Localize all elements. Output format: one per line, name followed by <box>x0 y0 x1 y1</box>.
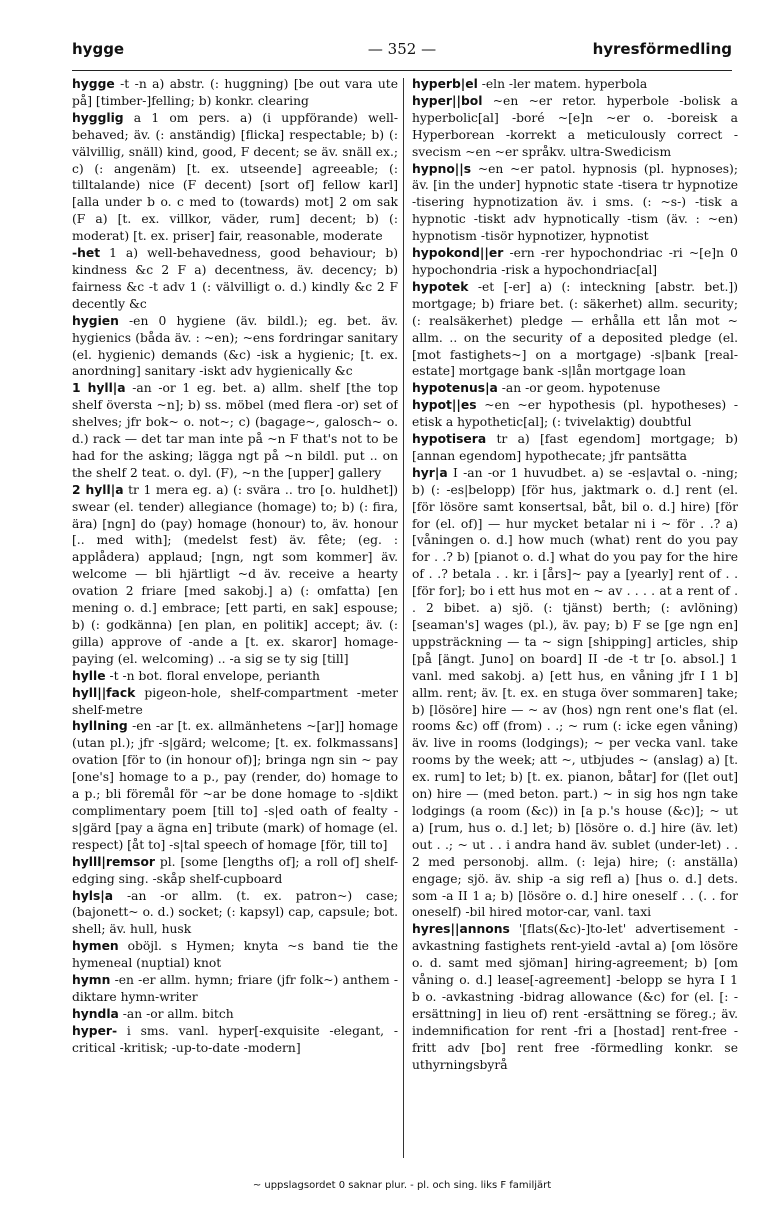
dictionary-entry <box>412 397 738 431</box>
entry-headword: hymen <box>72 939 119 954</box>
page-footer: ~ uppslagsordet 0 saknar plur. - pl. och sing. liks F familjärt <box>252 1180 552 1191</box>
entry-definition: -an -or geom. hypotenuse <box>497 381 661 396</box>
entry-headword: 2 hyll|a <box>72 482 124 497</box>
dictionary-entry <box>412 93 738 161</box>
dictionary-entry <box>72 380 398 481</box>
dictionary-entry <box>72 313 398 381</box>
dictionary-entry <box>72 854 398 888</box>
dictionary-entry <box>412 921 738 1073</box>
dictionary-entry <box>72 1006 398 1023</box>
entry-headword: hymn <box>72 973 111 988</box>
dictionary-entry <box>412 279 738 380</box>
dictionary-entry <box>412 245 738 279</box>
column-divider <box>403 78 404 1158</box>
dictionary-entry <box>412 465 738 921</box>
entry-definition: I -an -or 1 huvudbet. a) se -es|avtal o. -ning; b) (: -es|belopp) [för hus, jaktmark o. d.] rent (el. [för lösöre samt konsertsal, båt, bil o. d.] hire) [för for (el. of)] — hur mycket betalar ni i ~ för . .? a) [våningen o. d.] how much (what) rent do you pay for . .? b) [pianot o. d.] what do you pay for the hire of . .? betala . . kr. i [års]~ pay a [yearly] rent of . . [för for]; bo i ett hus mot en ~ av . . . . at a rent of . . 2 bibet. a) sjö. (: tjänst) berth; (: avlöning) [seaman's] wages (pl.), äv. pay; b) F se [ge ngn en] uppsträckning — ta ~ sign [shipping] articles, ship [på [ängt. Juno] on board] II -de -t tr [o. absol.] 1 vanl. med sakobj. a) [ett hus, en våning jfr I 1 b] allm. rent; äv. [t. ex. en stuga över sommaren] take; b) [lösöre] hire — ~ av (hos) ngn rent one's flat (el. rooms &c) off (from) . .; ~ rum (: icke egen våning) äv. live in rooms (lodgings); ~ per vecka vanl. take rooms by the week; att ~, utbjudes ~ (anslag) a) [t. ex. rum] to let; b) [t. ex. pianon, båtar] for ([let out] on) hire — (med beton. part.) ~ in sig hos ngn take lodgings (a room (&c)) in [a p.'s house (&c)]; ~ ut a) [rum, hus o. d.] let; b) [lösöre o. d.] hire (äv. let) out . .; ~ ut . . i andra hand äv. sublet (under-let) . . 2 med personobj. allm. (: leja) hire; (: anställa) engage; sjö. äv. ship -a sig refl a) [hus o. d.] dets. som -a II 1 a; b) [lösöre o. d.] hire oneself . . (. . for oneself) -bil hired motor-car, vanl. taxi <box>412 465 738 920</box>
dictionary-entry <box>72 938 398 972</box>
entry-definition: ~en ~er patol. hypnosis (pl. hypnoses); äv. [in the under] hypnotic state -tisera tr hypnotize -tisering hypnotization äv. i sms. (: ~s-) -tisk a hypnotic -tiskt adv hypnotically -tism (äv. : ~en) hypnotism -tisör hypnotizer, hypnotist <box>412 161 738 244</box>
guide-word-right: hyresförmedling <box>592 40 732 58</box>
dictionary-entry <box>412 431 738 465</box>
entry-headword: hyls|a <box>72 888 114 903</box>
entry-definition: -et [-er] a) (: inteckning [abstr. bet.]) mortgage; b) friare bet. (: säkerhet) allm. security; (: realsäkerhet) pledge — erhålla ett lån mot ~ allm. .. on the security of a deposited pledge (el. [mot fastighets~] on a mortgage) -s|bank [real-estate] mortgage bank -s|lån mortgage loan <box>412 279 738 379</box>
entry-definition: tr 1 mera eg. a) (: svära .. tro [o. huldhet]) swear (el. tender) allegiance (homage) to; b) (: fira, ära) [ngn] do (pay) homage (honour) to, äv. honour [.. med with]; (medelst fest) äv. fête; (eg. : applådera) applaud; [ngn, ngt som kommer] äv. welcome — bli hjärtligt ~d äv. receive a hearty ovation 2 friare [med sakobj.] a) (: omfatta) [en mening o. d.] embrace; [ett parti, en sak] espouse; b) (: godkänna) [en plan, en politik] accept; äv. (: gilla) approve of -ande a [t. ex. skaror] homage-paying (el. welcoming) .. -a sig se ty sig [till] <box>72 482 398 666</box>
entry-definition: a 1 om pers. a) (i uppförande) well-behaved; äv. (: anständig) [flicka] respectable; b) (: välvillig, snäll) kind, good, F decent; se äv. snäll ex.; c) (: angenäm) [t. ex. utseende] agreeable; (: tilltalande) nice (F decent) [sort of] fellow karl] [alla under b o. c med to (towards) mot] 2 om sak (F a) [t. ex. villkor, väder, rum] decent; b) (: moderat) [t. ex. priser] fair, reasonable, moderate <box>72 110 398 244</box>
entry-definition: -an -or allm. bitch <box>118 1006 234 1021</box>
dictionary-entry <box>72 685 398 719</box>
entry-definition: pigeon-hole, shelf-compartment -meter shelf-metre <box>72 685 398 717</box>
entry-definition: 1 a) well-behavedness, good behaviour; b) kindness &c 2 F a) decentness, äv. decency; b) fairness &c -t adv 1 (: välvilligt o. d.) kindly &c 2 F decently &c <box>72 246 398 311</box>
entry-headword: hypot||es <box>412 398 477 413</box>
right-column <box>412 76 738 1162</box>
entry-headword: hygglig <box>72 110 124 125</box>
entry-definition: i sms. vanl. hyper[-exquisite -elegant, -critical -kritisk; -up-to-date -modern] <box>72 1023 398 1055</box>
entry-headword: hyllning <box>72 719 128 734</box>
entry-headword: hygien <box>72 313 119 328</box>
entry-headword: hyll||fack <box>72 685 136 700</box>
entry-headword: hyr|a <box>412 465 448 480</box>
dictionary-entry <box>72 482 398 668</box>
entry-definition: ~en ~er retor. hyperbole -bolisk a hyperbolic[al] -boré ~[e]n ~er o. -boreisk a Hyperborean -korrekt a meticulously correct -svecism ~en ~er språkv. ultra-Swedicism <box>412 93 738 159</box>
entry-headword: hyndla <box>72 1006 119 1021</box>
dictionary-entry <box>412 161 738 246</box>
entry-definition: -an -or allm. (t. ex. patron~) case; (bajonett~ o. d.) socket; (: kapsyl) cap, capsule; bot. shell; äv. hull, husk <box>72 888 398 937</box>
entry-definition: -en -er allm. hymn; friare (jfr folk~) anthem -diktare hymn-writer <box>72 973 398 1004</box>
dictionary-entry <box>72 668 398 685</box>
entry-headword: hylll|remsor <box>72 854 155 869</box>
entry-headword: hyper||bol <box>412 93 483 108</box>
dictionary-entry <box>72 888 398 939</box>
entry-definition: '[flats(&c)-]to-let' advertisement -avkastning fastighets rent-yield -avtal a) [om lösöre o. d. samt med sjöman] hiring-agreement; b) [om våning o. d.] lease[-agreement] -belopp se hyra I 1 b o. -avkastning -bidrag allowance (&c) for (el. [: -ersättning] in lieu of) rent -ersättning se föreg.; äv. indemnification for rent -fri a [hostad] rent-free -fritt adv [bo] rent free -förmedling konkr. se uthyrningsbyrå <box>412 922 738 1072</box>
entry-headword: 1 hyll|a <box>72 381 126 396</box>
dictionary-entry <box>72 245 398 313</box>
entry-definition: -eln -ler matem. hyperbola <box>477 77 648 91</box>
entry-headword: hypotisera <box>412 432 487 447</box>
entry-headword: -het <box>72 246 101 261</box>
entry-headword: hyper- <box>72 1023 118 1038</box>
entry-headword: hyperb|el <box>412 77 478 91</box>
dictionary-entry <box>72 110 398 245</box>
guide-word-left: hygge <box>72 40 125 58</box>
entry-headword: hylle <box>72 668 106 683</box>
entry-definition: pl. [some [lengths of]; a roll of] shelf-edging sing. -skåp shelf-cupboard <box>72 854 398 886</box>
dictionary-entry <box>72 718 398 853</box>
entry-headword: hypotek <box>412 279 469 294</box>
entry-definition: oböjl. s Hymen; knyta ~s band tie the hymeneal (nuptial) knot <box>72 939 398 971</box>
entry-definition: ~en ~er hypothesis (pl. hypotheses) -etisk a hypothetic[al]; (: tvivelaktig) doubtful <box>412 398 738 430</box>
entry-definition: -ern -rer hypochondriac -ri ~[e]n 0 hypochondria -risk a hypochondriac[al] <box>412 246 738 277</box>
entry-definition: tr a) [fast egendom] mortgage; b) [annan egendom] hypothecate; jfr pantsätta <box>412 432 738 463</box>
dictionary-entry <box>72 76 398 110</box>
entry-headword: hyres||annons <box>412 922 510 937</box>
dictionary-entry <box>72 972 398 1006</box>
entry-definition: -an -or 1 eg. bet. a) allm. shelf [the top shelf översta ~n]; b) ss. möbel (med flera -or) set of shelves; jfr bok~ o. not~; c) (bagage~, galosch~ o. d.) rack — det tar man inte på ~n F that's not to be had for the asking; lägga ngt på ~n bildl. put .. on the shelf 2 teat. o. dyl. (F), ~n the [upper] gallery <box>72 381 398 480</box>
entry-headword: hypokond||er <box>412 246 504 261</box>
dictionary-entry <box>72 1023 398 1057</box>
dictionary-entry <box>412 76 738 93</box>
entry-definition: -t -n a) abstr. (: huggning) [be out vara ute på] [timber-]felling; b) konkr. clearing <box>72 77 398 108</box>
entry-headword: hygge <box>72 77 115 91</box>
page-header <box>72 40 732 66</box>
entry-definition: -en -ar [t. ex. allmänhetens ~[ar]] homage (utan pl.); jfr -s|gärd; welcome; [t. ex. folkmassans] ovation [för to (in honour of)]; bringa ngn sin ~ pay [one's] homage to a p., pay (render, do) homage to a p.; bli föremål för ~ar be done homage to -s|dikt complimentary poem [till to] -s|ed oath of fealty -s|gärd [pay a ägna en] tribute (mark) of homage (el. respect) [åt to] -s|tal speech of homage [för, till to] <box>72 719 398 852</box>
dictionary-entry <box>412 380 738 397</box>
entry-headword: hypotenus|a <box>412 381 498 396</box>
entry-headword: hypno||s <box>412 161 472 176</box>
header-rule <box>72 70 732 71</box>
entry-definition: -en 0 hygiene (äv. bildl.); eg. bet. äv. hygienics (båda äv. : ~en); ~ens fordringar sanitary (el. hygienic) demands (&c) -isk a hygienic; [t. ex. anordning] sanitary -iskt adv hygienically &c <box>72 313 398 379</box>
left-column <box>72 76 398 1162</box>
page-number: — 352 — <box>367 40 437 58</box>
entry-definition: -t -n bot. floral envelope, perianth <box>105 668 320 683</box>
